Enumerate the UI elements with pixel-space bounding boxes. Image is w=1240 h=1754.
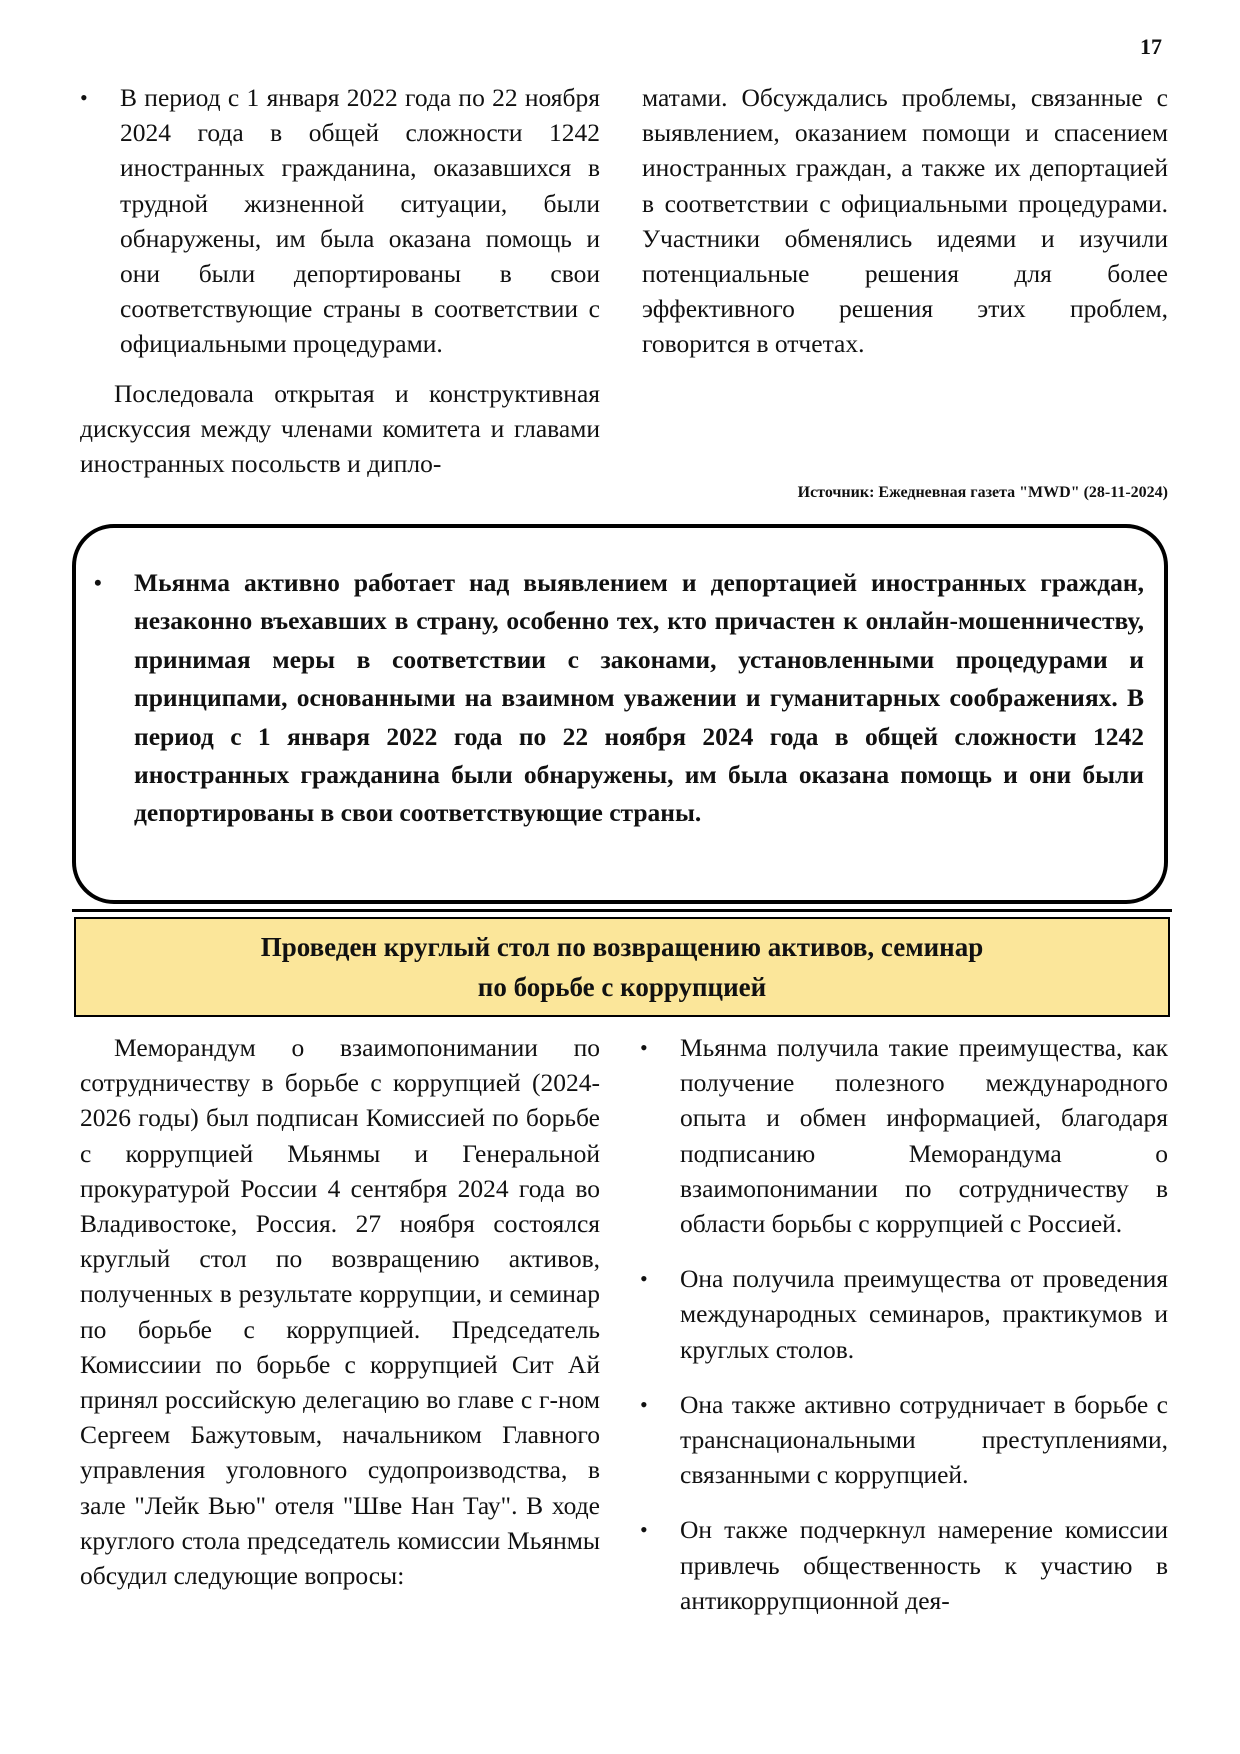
body-paragraph: матами. Обсуждались проблемы, связанные с выявлением, оказанием помощи и спасением иностранных граждан, а также их депортацией в соответствии с официальными процедурами. Участники обменялись идеями и изучили потенциальные решения для более эффективного решения этих проблем, говорится в отчетах. [642,83,1168,359]
bullet-item: • Он также подчеркнул намерение комиссии привлечь общественность к участию в антикоррупционной дея- [640,1512,1168,1618]
section-heading [74,917,1170,1017]
page-number: 17 [1140,34,1162,59]
heading-line-2: по борьбе с коррупцией [477,972,767,1002]
bullet-item: • В период с 1 января 2022 года по 22 ноября 2024 года в общей сложности 1242 иностранных гражданина, оказавшихся в трудной жизненной ситуации, были обнаружены, им была оказана помощь и они были депортированы в свои соответствующие страны в соответствии с официальными процедурами. [80,80,600,362]
bottom-left-column [80,1030,600,1593]
top-left-column [80,80,600,481]
heading-line-1: Проведен круглый стол по возвращению активов, семинар [260,932,984,962]
body-paragraph: Меморандум о взаимопонимании по сотрудничеству в борьбе с коррупцией (2024-2026 годы) был подписан Комиссией по борьбе с коррупцией Мьянмы и Генеральной прокуратурой России 4 сентября 2024 года во Владивостоке, Россия. 27 ноября состоялся круглый стол по возвращению активов, полученных в результате коррупции, и семинар по борьбе с коррупцией. Председатель Комиссиии по борьбе с коррупцией Сит Ай принял российскую делегацию во главе с г-ном Сергеем Бажутовым, начальником Главного управления уголовного судопроизводства, в зале "Лейк Вью" отеля "Шве Нан Тау". В ходе круглого стола председатель комиссии Мьянмы обсудил следующие вопросы: [80,1033,600,1591]
bottom-right-column [640,1030,1168,1638]
body-paragraph: Последовала открытая и конструктивная дискуссия между членами комитета и главами иностранных посольств и дипло- [80,378,600,479]
top-right-column [642,80,1168,362]
bullet-item: • Она также активно сотрудничает в борьбе с транснациональными преступлениями, связанными с коррупцией. [640,1387,1168,1493]
callout-text: • Мьянма активно работает над выявлением и депортацией иностранных граждан, незаконно въехавших в страну, особенно тех, кто причастен к онлайн-мошенничеству, принимая меры в соответствии с законами, установленными процедурами и принципами, основанными на взаимном уважении и гуманитарных соображениях. В период с 1 января 2022 года по 22 ноября 2024 года в общей сложности 1242 иностранных гражданина были обнаружены, им была оказана помощь и они были депортированы в свои соответствующие страны. [94,564,1144,833]
bullet-item: • Мьянма получила такие преимущества, как получение полезного международного опыта и обмен информацией, благодаря подписанию Меморандума о взаимопонимании по сотрудничеству в области борьбы с коррупцией с Россией. [640,1030,1168,1241]
bullet-item: • Она получила преимущества от проведения международных семинаров, практикумов и круглых столов. [640,1261,1168,1367]
section-divider [72,909,1172,912]
source-citation: Источник: Ежедневная газета "MWD" (28-11-2024) [797,484,1168,501]
